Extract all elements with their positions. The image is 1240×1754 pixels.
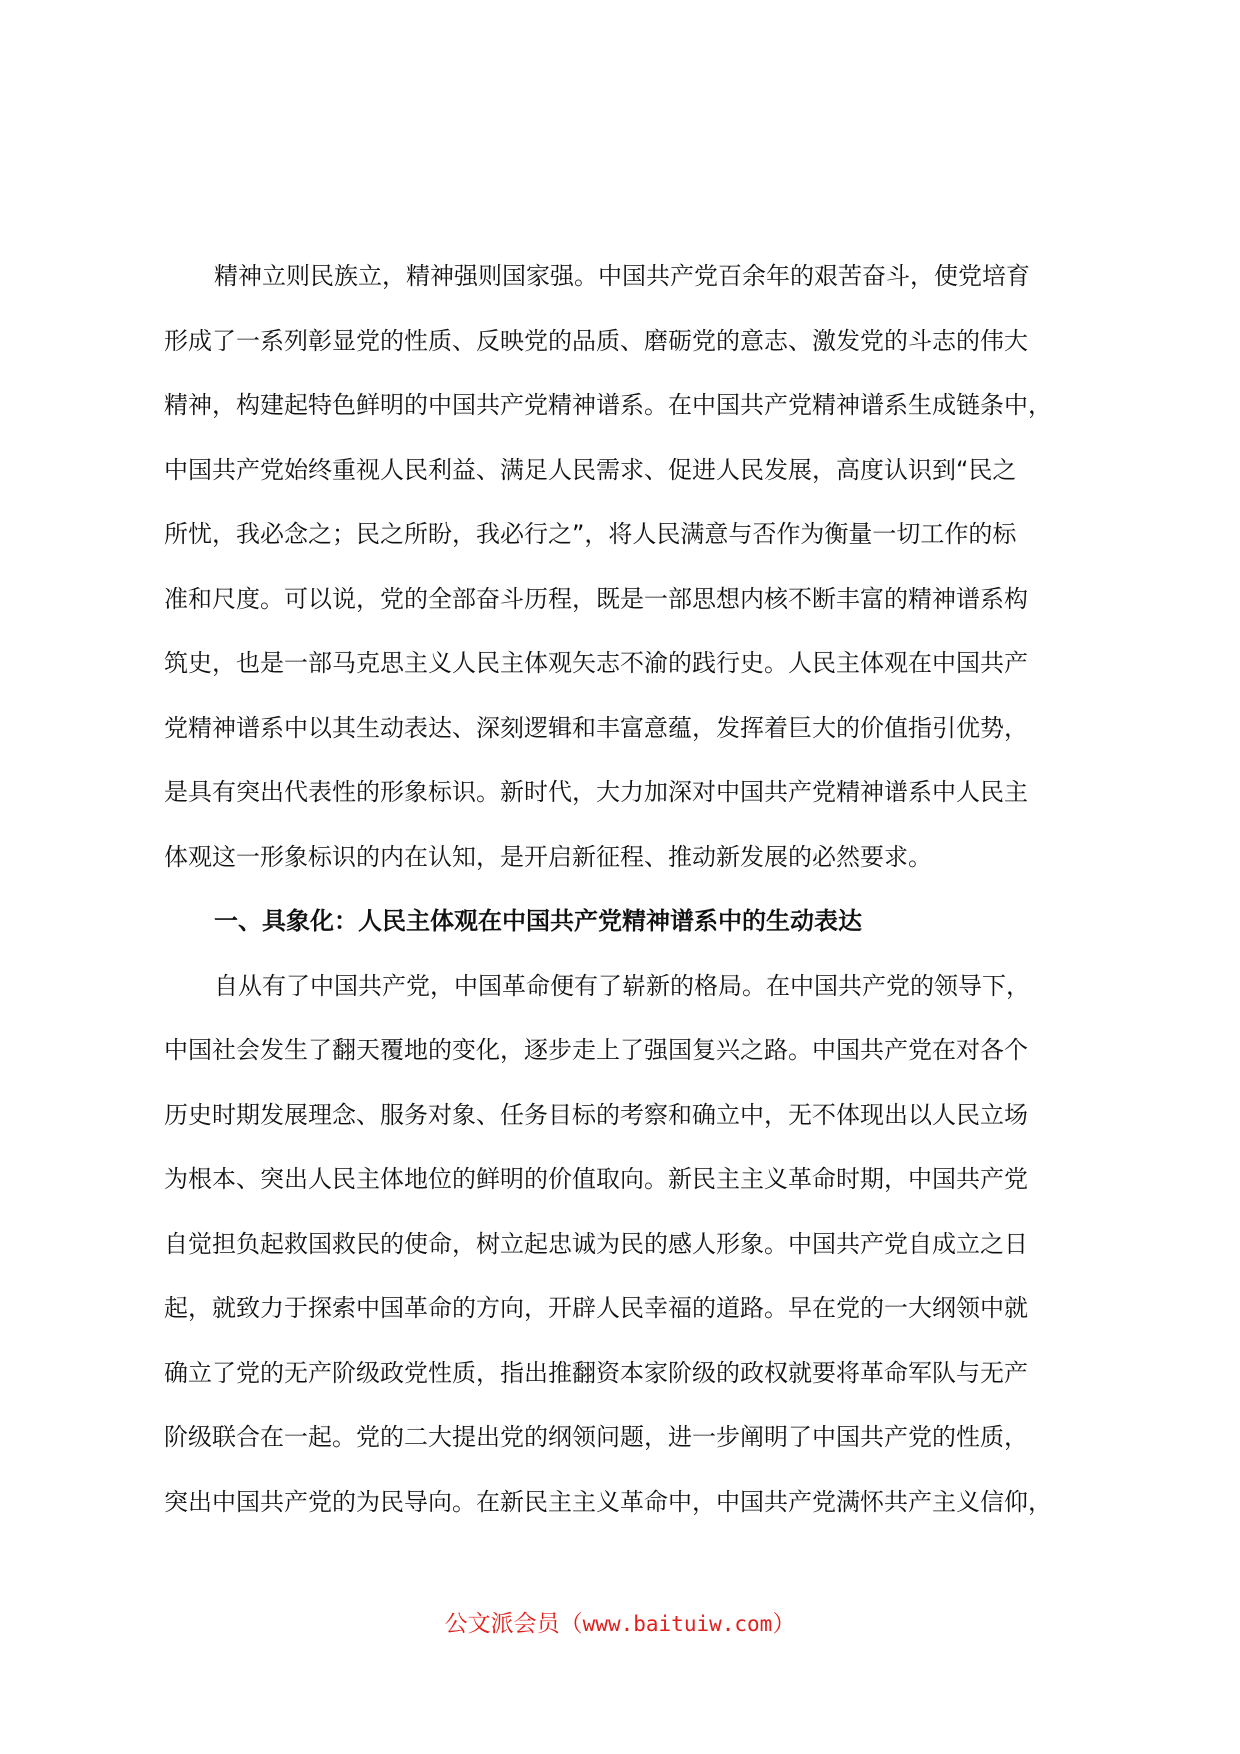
footer-close-paren: ） [772,1611,796,1637]
footer-brand: 公文派会员 [444,1611,560,1637]
paragraph-line: 筑史，也是一部马克思主义人民主体观矢志不渝的践行史。人民主体观在中国共产 [164,649,1028,677]
paragraph-line: 自从有了中国共产党，中国革命便有了崭新的格局。在中国共产党的领导下， [214,971,1030,1000]
paragraph-line: 起，就致力于探索中国革命的方向，开辟人民幸福的道路。早在党的一大纲领中就 [164,1294,1028,1322]
section-heading: 一、具象化：人民主体观在中国共产党精神谱系中的生动表达 [214,907,862,935]
paragraph-line: 为根本、突出人民主体地位的鲜明的价值取向。新民主主义革命时期，中国共产党 [164,1165,1028,1193]
paragraph-line: 确立了党的无产阶级政党性质，指出推翻资本家阶级的政权就要将革命军队与无产 [164,1358,1028,1387]
footer-watermark [0,1606,1240,1642]
footer-open-paren: （ [559,1611,583,1637]
document-body [164,244,1100,1534]
paragraph-line: 形成了一系列彰显党的性质、反映党的品质、磨砺党的意志、激发党的斗志的伟大 [164,326,1028,355]
paragraph-line: 突出中国共产党的为民导向。在新民主主义革命中，中国共产党满怀共产主义信仰， [164,1487,1052,1516]
footer-url-link[interactable]: www.baituiw.com [582,1612,773,1636]
paragraph-line: 中国共产党始终重视人民利益、满足人民需求、促进人民发展，高度认识到“民之 [164,455,1017,484]
paragraph-line: 阶级联合在一起。党的二大提出党的纲领问题，进一步阐明了中国共产党的性质， [164,1423,1028,1451]
paragraph-line: 历史时期发展理念、服务对象、任务目标的考察和确立中，无不体现出以人民立场 [164,1100,1028,1129]
paragraph-line: 党精神谱系中以其生动表达、深刻逻辑和丰富意蕴，发挥着巨大的价值指引优势， [164,713,1028,742]
paragraph-line: 所忧，我必念之；民之所盼，我必行之”，将人民满意与否作为衡量一切工作的标 [164,520,1017,548]
paragraph-line: 精神立则民族立，精神强则国家强。中国共产党百余年的艰苦奋斗，使党培育 [214,262,1030,290]
paragraph-line: 是具有突出代表性的形象标识。新时代，大力加深对中国共产党精神谱系中人民主 [164,778,1028,806]
paragraph-line: 精神，构建起特色鲜明的中国共产党精神谱系。在中国共产党精神谱系生成链条中， [164,391,1052,419]
paragraph-line: 自觉担负起救国救民的使命，树立起忠诚为民的感人形象。中国共产党自成立之日 [164,1229,1028,1258]
paragraph-line: 体观这一形象标识的内在认知，是开启新征程、推动新发展的必然要求。 [164,842,932,871]
paragraph-line: 准和尺度。可以说，党的全部奋斗历程，既是一部思想内核不断丰富的精神谱系构 [164,584,1028,613]
paragraph-line: 中国社会发生了翻天覆地的变化，逐步走上了强国复兴之路。中国共产党在对各个 [164,1036,1028,1064]
